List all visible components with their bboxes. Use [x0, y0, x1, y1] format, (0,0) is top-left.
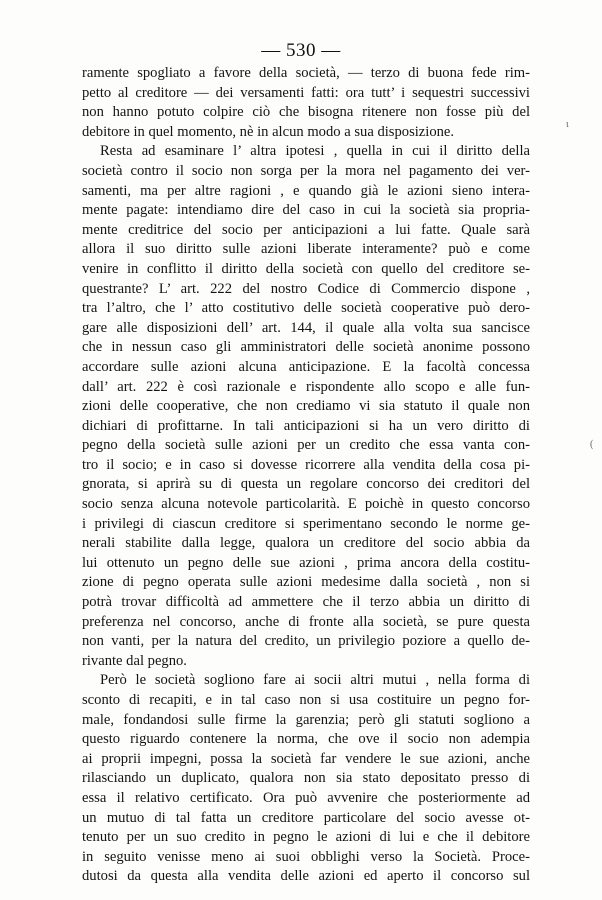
page-number: — 530 — [261, 40, 341, 61]
text-line: Però le società sogliono fare ai socii altri mutui , nella forma di [100, 672, 530, 689]
text-line: preferenza nel concorso, anche di fronte alla società, se pure questa [82, 613, 530, 630]
text-line: non hanno potuto colpire ciò che bisogna ritenere non fosse più del [82, 104, 530, 121]
text-line: che in nessun caso gli amministratori delle società anonime possono [82, 339, 530, 356]
margin-mark: ι [566, 119, 569, 130]
text-line: zione di pegno operata sulle azioni medesime dalla società , non si [82, 574, 530, 591]
text-line: i privilegi di ciascun creditore si sperimentano secondo le norme ge- [82, 515, 530, 532]
text-line: rivante dal pegno. [82, 652, 187, 669]
text-line: non vanti, per la natura del credito, un privilegio poziore a quello de- [82, 633, 530, 650]
text-line: socio senza alcuna notevole particolarità. E poichè in questo concorso [82, 496, 530, 513]
text-line: dutosi da questa alla vendita delle azioni ed aperto il concorso sul [82, 868, 530, 885]
text-line: potrà trovar difficoltà ad ammettere che il terzo abbia un diritto di [82, 594, 530, 611]
text-line: zioni delle cooperative, che non crediamo vi sia statuto il quale non [82, 398, 530, 415]
text-line: petto al creditore — dei versamenti fatti: ora tutt’ i sequestri successivi [82, 84, 530, 101]
text-line: sconto di recapiti, e in tal caso non si usa costituire un pegno for- [82, 692, 530, 708]
text-line: in seguito venisse meno ai suoi obblighi verso la Società. Proce- [82, 848, 530, 865]
text-line: gnorata, si aprirà su di questa un regolare concorso dei creditori del [82, 476, 530, 493]
text-line: ai proprii impegni, possa la società far vendere le sue azioni, anche [82, 750, 530, 767]
text-line: accordare sulle azioni alcuna anticipazione. E la facoltà concessa [82, 358, 530, 375]
text-line: samenti, ma per altre ragioni , e quando già le azioni sieno intera- [82, 182, 530, 199]
text-line: essa il relativo certificato. Ora può avvenire che posteriormente ad [82, 789, 530, 806]
text-line: dichiari di profittarne. In tali anticipazioni si ha un vero diritto di [82, 417, 530, 434]
text-line: venire in conflitto il diritto della società con quello del creditore se- [82, 260, 530, 277]
text-line: questrante? L’ art. 222 del nostro Codice di Commercio dispone , [82, 280, 530, 297]
text-line: Resta ad esaminare l’ altra ipotesi , quella in cui il diritto della [100, 143, 530, 160]
text-line: tra l’altro, che l’ atto costitutivo delle società cooperative può dero- [82, 300, 530, 317]
text-line: pegno della società sulle azioni per un credito che essa vanta con- [82, 437, 530, 454]
text-line: nerali stabilite dalla legge, qualora un creditore del socio abbia da [82, 535, 530, 552]
text-line: questo riguardo contenere la norma, che ove il socio non adempia [82, 731, 530, 748]
margin-mark: ( [590, 439, 594, 450]
text-line: ramente spogliato a favore della società, — terzo di buona fede rim- [82, 65, 530, 81]
text-line: allora il suo diritto sulle azioni liberate interamente? può e come [82, 241, 530, 258]
text-line: debitore in quel momento, nè in alcun modo a sua disposizione. [82, 123, 455, 140]
text-line: mente creditrice del socio per anticipazioni a lui fatte. Quale sarà [82, 221, 530, 238]
text-line: un mutuo di tal fatta un creditore particolare del socio avesse ot- [82, 809, 530, 826]
text-line: tro il socio; e in caso si dovesse ricorrere alla vendita della cosa pi- [82, 456, 530, 473]
text-line: male, fondandosi sulle firme la garenzia; però gli statuti sogliono a [82, 711, 530, 728]
text-line: lui ottenuto un pegno delle sue azioni , prima ancora della costitu- [82, 554, 530, 571]
text-line: rilasciando un duplicato, qualora non sia stato depositato presso di [82, 770, 530, 787]
text-line: società contro il socio non sorga per la mora nel pagamento dei ver- [82, 162, 530, 179]
body-text [82, 64, 530, 887]
text-line: mente pagate: intendiamo dire del caso in cui la società sia propria- [82, 202, 530, 219]
text-line: dall’ art. 222 è così razionale e rispondente allo scopo e alle fun- [82, 378, 530, 395]
text-line: tenuto per un suo credito in pegno le azioni di lui e che il debitore [82, 829, 530, 846]
text-line: gare alle disposizioni dell’ art. 144, il quale alla volta sua sancisce [82, 319, 530, 336]
